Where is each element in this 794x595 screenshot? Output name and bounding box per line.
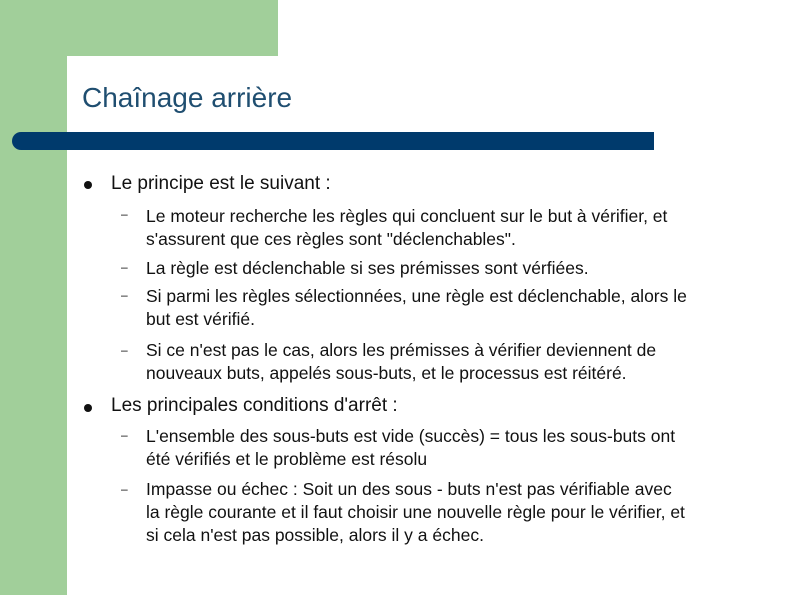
list-item: L'ensemble des sous-buts est vide (succès) = tous les sous-buts ont été vérifiés et le problème est résolu <box>146 426 676 469</box>
decorative-green-band-left <box>0 0 67 595</box>
bullet-dot <box>84 181 92 189</box>
slide-title: Chaînage arrière <box>82 82 293 113</box>
dash-marker: – <box>121 343 128 357</box>
dash-marker: – <box>121 260 128 274</box>
list-item: Impasse ou échec : Soit un des sous - buts n'est pas vérifiable avec la règle courante et il faut choisir une nouvelle règle pour le vérifier, et si cela n'est pas possible, alors il y a échec. <box>146 479 685 545</box>
dash-marker: – <box>121 207 128 221</box>
title-underline-bar <box>12 132 654 150</box>
list-item: La règle est déclenchable si ses prémisses sont vérfiées. <box>146 258 589 278</box>
list-item: Si parmi les règles sélectionnées, une règle est déclenchable, alors le but est vérifié. <box>146 286 687 329</box>
dash-marker: – <box>121 428 128 442</box>
bullet-dot <box>84 404 92 412</box>
section-heading: Les principales conditions d'arrêt : <box>111 395 398 416</box>
section-heading: Le principe est le suivant : <box>111 173 331 194</box>
list-item: Si ce n'est pas le cas, alors les prémisses à vérifier deviennent de nouveaux buts, appelés sous-buts, et le processus est réitéré. <box>146 340 657 383</box>
dash-marker: – <box>121 288 128 302</box>
dash-marker: – <box>121 482 128 496</box>
list-item: Le moteur recherche les règles qui concluent sur le but à vérifier, et s'assurent que ces règles sont "déclenchables". <box>146 206 668 249</box>
